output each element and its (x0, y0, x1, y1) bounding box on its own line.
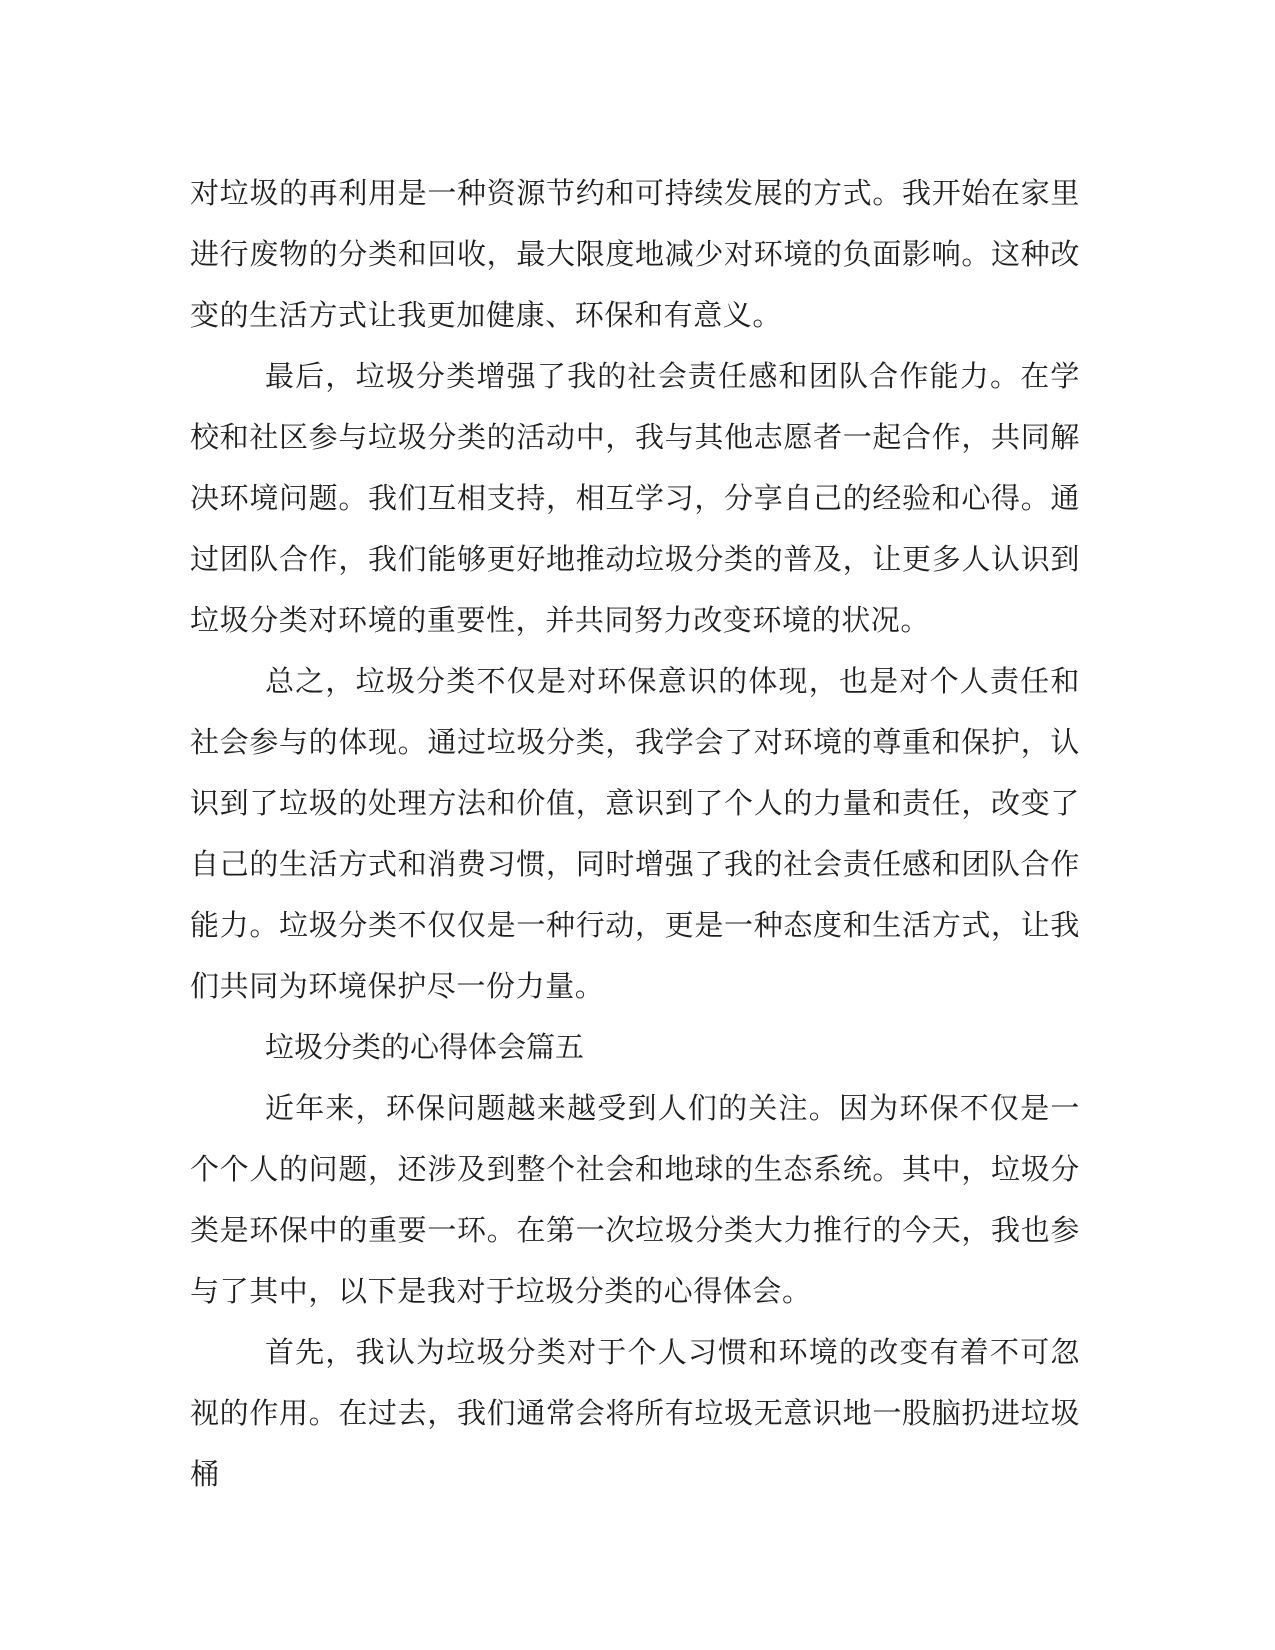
paragraph-3: 总之，垃圾分类不仅是对环保意识的体现，也是对个人责任和社会参与的体现。通过垃圾分类，我学会了对环境的尊重和保护，认识到了垃圾的处理方法和价值，意识到了个人的力量和责任，改变了自己的生活方式和消费习惯，同时增强了我的社会责任感和团队合作能力。垃圾分类不仅仅是一种行动，更是一种态度和生活方式，让我们共同为环境保护尽一份力量。 (190, 664, 1080, 1003)
document-body (190, 163, 1080, 1505)
paragraph-1: 对垃圾的再利用是一种资源节约和可持续发展的方式。我开始在家里进行废物的分类和回收，最大限度地减少对环境的负面影响。这种改变的生活方式让我更加健康、环保和有意义。 (190, 176, 1080, 332)
paragraph-6: 首先，我认为垃圾分类对于个人习惯和环境的改变有着不可忽视的作用。在过去，我们通常会将所有垃圾无意识地一股脑扔进垃圾桶 (190, 1335, 1080, 1491)
section-heading: 垃圾分类的心得体会篇五 (265, 1030, 585, 1064)
paragraph-2: 最后，垃圾分类增强了我的社会责任感和团队合作能力。在学校和社区参与垃圾分类的活动中，我与其他志愿者一起合作，共同解决环境问题。我们互相支持，相互学习，分享自己的经验和心得。通过团队合作，我们能够更好地推动垃圾分类的普及，让更多人认识到垃圾分类对环境的重要性，并共同努力改变环境的状况。 (190, 359, 1080, 637)
paragraph-5: 近年来，环保问题越来越受到人们的关注。因为环保不仅是一个个人的问题，还涉及到整个社会和地球的生态系统。其中，垃圾分类是环保中的重要一环。在第一次垃圾分类大力推行的今天，我也参与了其中，以下是我对于垃圾分类的心得体会。 (190, 1091, 1080, 1308)
